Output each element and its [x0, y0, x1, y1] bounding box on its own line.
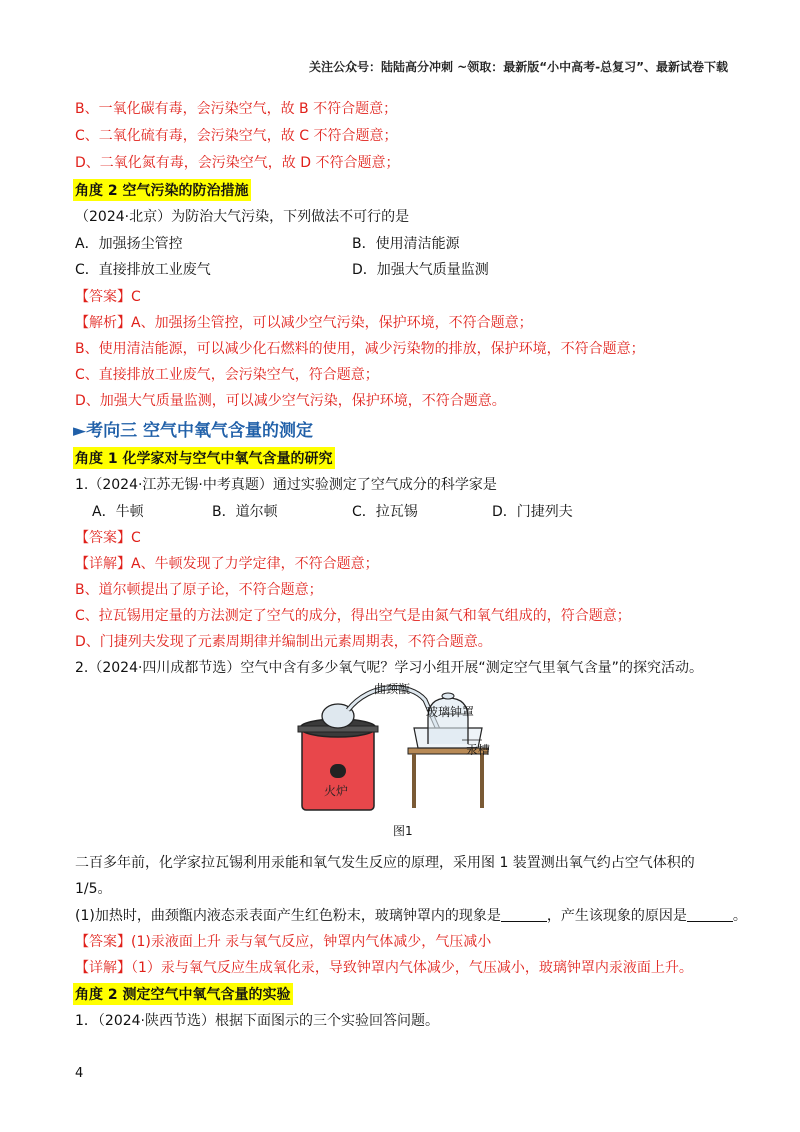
label-trough: 汞槽	[466, 743, 491, 757]
detail-line: B、道尔顿提出了原子论，不符合题意；	[75, 582, 323, 598]
question-stem: 1．（2024·陕西节选）根据下面图示的三个实验回答问题。	[75, 1013, 439, 1029]
figure-caption: 图1	[393, 824, 413, 838]
answer-line-d: D、二氧化氮有毒，会污染空气，故 D 不符合题意；	[75, 155, 400, 171]
detail-line: 【详解】（1）汞与氧气反应生成氧化汞，导致钟罩内气体减少，气压减小，玻璃钟罩内汞液面上升。	[75, 960, 693, 976]
angle-heading: 角度 2 测定空气中氧气含量的实验	[73, 983, 293, 1005]
furnace-window	[330, 764, 346, 778]
option-c: C．拉瓦锡	[352, 504, 418, 520]
subquestion-text: 。	[732, 908, 747, 924]
paragraph-line: 1/5。	[75, 881, 112, 897]
bell-jar-knob	[442, 693, 454, 699]
option-d: D．门捷列夫	[492, 504, 573, 520]
answer-line-c: C、二氧化硫有毒，会污染空气，故 C 不符合题意；	[75, 128, 398, 144]
answer: 【答案】C	[75, 530, 141, 546]
answer: 【答案】C	[75, 289, 141, 305]
option-a: A．牛顿	[92, 504, 144, 520]
subquestion-text: (1)加热时，曲颈甑内液态汞表面产生红色粉末，玻璃钟罩内的现象是	[75, 908, 501, 924]
detail-line: 【详解】A、牛顿发现了力学定律，不符合题意；	[75, 556, 379, 572]
label-furnace: 火炉	[324, 784, 349, 798]
paragraph-line: 二百多年前，化学家拉瓦锡利用汞能和氧气发生反应的原理，采用图 1 装置测出氧气约占空气体积的	[75, 855, 695, 871]
label-bell-jar: 玻璃钟罩	[426, 705, 475, 719]
question-stem: 1.（2024·江苏无锡·中考真题）通过实验测定了空气成分的科学家是	[75, 477, 497, 493]
angle-heading: 角度 1 化学家对与空气中氧气含量的研究	[73, 447, 335, 469]
question-stem: 2.（2024·四川成都节选）空气中含有多少氧气呢？学习小组开展“测定空气里氧气含量”的探究活动。	[75, 660, 703, 676]
detail-line: D、门捷列夫发现了元素周期律并编制出元素周期表，不符合题意。	[75, 634, 492, 650]
detail-line: C、拉瓦锡用定量的方法测定了空气的成分，得出空气是由氮气和氧气组成的，符合题意；	[75, 608, 631, 624]
subquestion-text: ，产生该现象的原因是	[546, 908, 687, 924]
angle-heading: 角度 2 空气污染的防治措施	[73, 179, 251, 201]
option-b: B．道尔顿	[212, 504, 278, 520]
analysis-line: 【解析】A、加强扬尘管控，可以减少空气污染，保护环境，不符合题意；	[75, 315, 533, 331]
analysis-line: B、使用清洁能源，可以减少化石燃料的使用，减少污染物的排放，保护环境，不符合题意；	[75, 341, 645, 357]
page-number: 4	[75, 1066, 84, 1081]
option-b: B．使用清洁能源	[352, 236, 460, 252]
question-stem: （2024·北京）为防治大气污染，下列做法不可行的是	[75, 209, 410, 225]
answer: 【答案】(1)汞液面上升 汞与氧气反应，钟罩内气体减少，气压减小	[75, 934, 492, 950]
option-a: A．加强扬尘管控	[75, 236, 183, 252]
option-d: D．加强大气质量监测	[352, 262, 489, 278]
label-retort: 曲颈甑	[374, 682, 411, 696]
subquestion-1	[75, 905, 747, 925]
page-header: 关注公众号：陆陆高分冲刺 ~领取：最新版“小中高考-总复习”、最新试卷下载	[309, 60, 728, 74]
answer-line-b: B、一氧化碳有毒，会污染空气，故 B 不符合题意；	[75, 101, 398, 117]
section-heading: ►考向三 空气中氧气含量的测定	[73, 421, 313, 441]
analysis-line: C、直接排放工业废气，会污染空气，符合题意；	[75, 367, 379, 383]
answer-blank[interactable]	[501, 907, 547, 922]
option-c: C．直接排放工业废气	[75, 262, 211, 278]
answer-blank[interactable]	[687, 907, 733, 922]
analysis-line: D、加强大气质量监测，可以减少空气污染，保护环境，不符合题意。	[75, 393, 506, 409]
